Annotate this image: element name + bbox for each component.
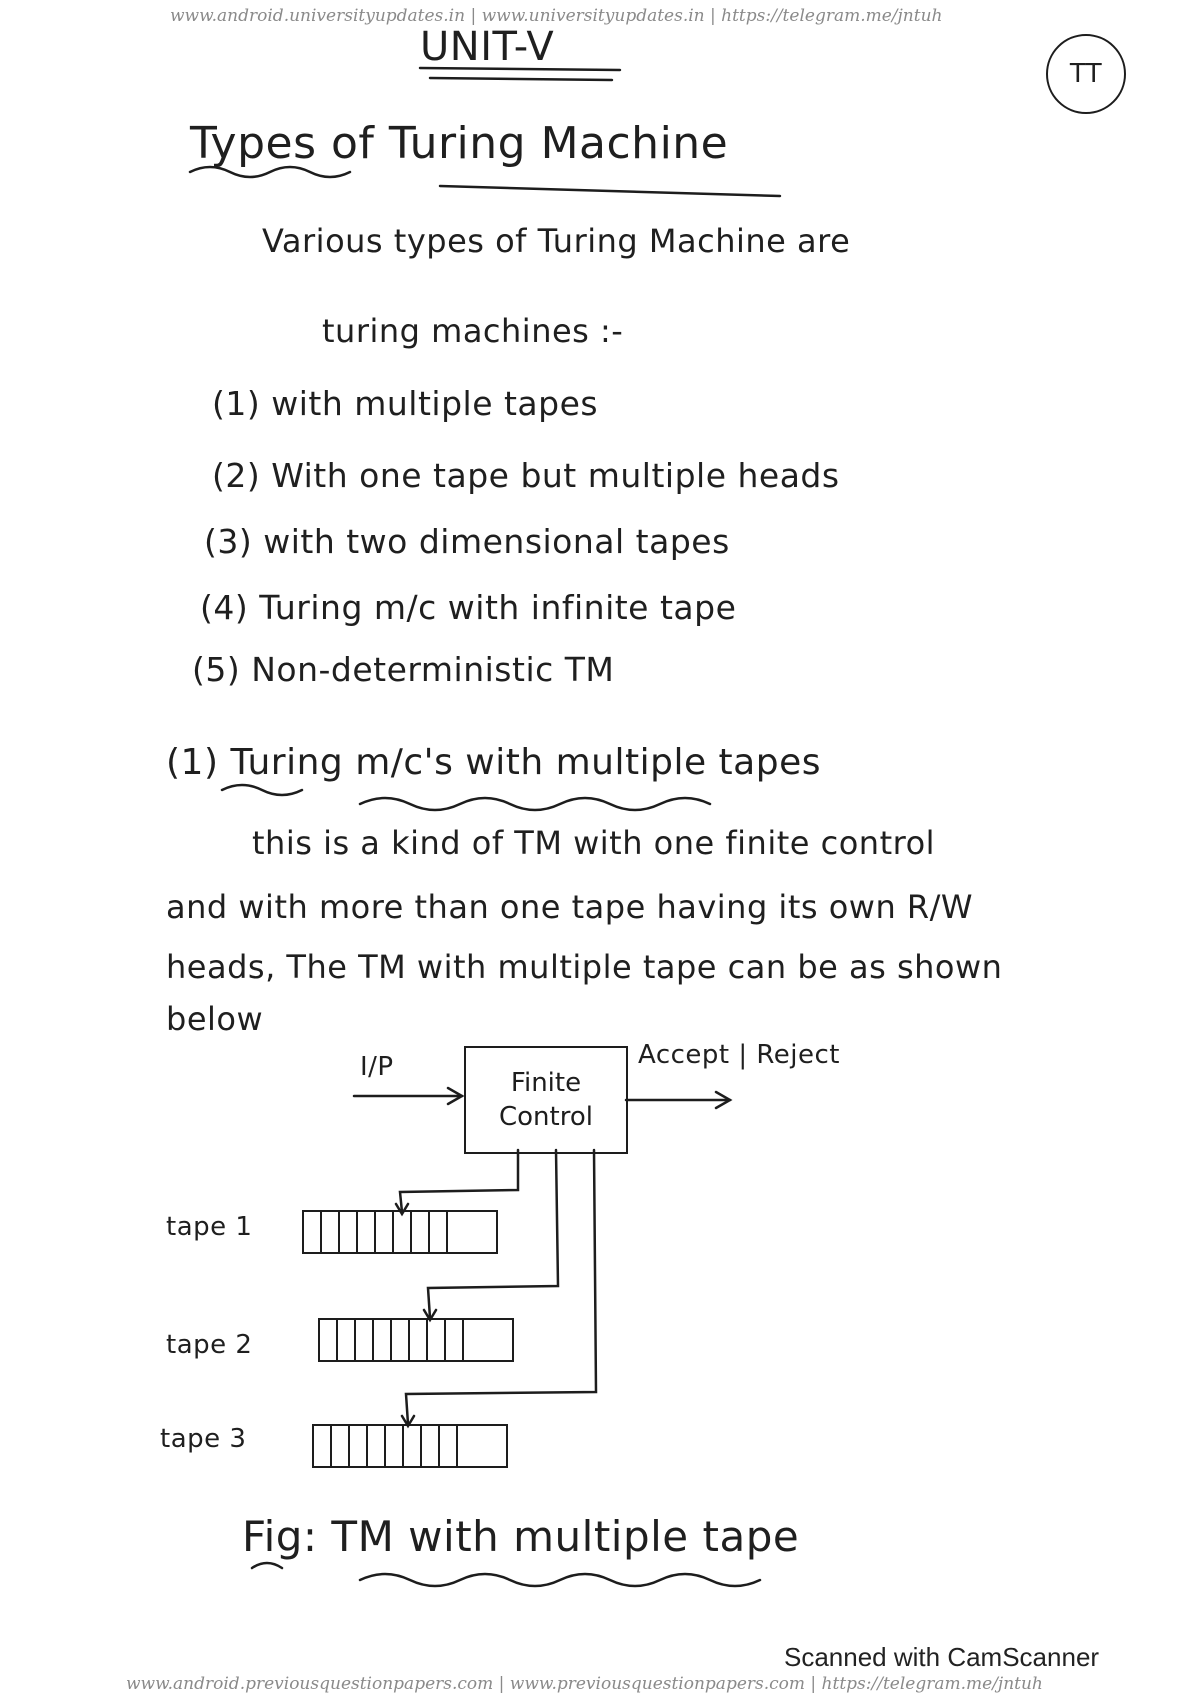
unit-title: UNIT-V <box>420 24 555 70</box>
type-item-4: (4) Turing m/c with infinite tape <box>200 588 737 627</box>
finite-control-label-2: Control <box>499 1102 593 1132</box>
input-label: I/P <box>360 1052 394 1082</box>
section-heading: (1) Turing m/c's with multiple tapes <box>166 742 821 783</box>
tape-label-3: tape 3 <box>160 1424 247 1454</box>
figure-caption: Fig: TM with multiple tape <box>242 1512 800 1561</box>
intro-line-1: Various types of Turing Machine are <box>262 222 851 260</box>
type-item-2: (2) With one tape but multiple heads <box>212 456 840 495</box>
scanner-watermark: Scanned with CamScanner <box>784 1642 1100 1672</box>
finite-control-label-1: Finite <box>510 1068 582 1098</box>
top-watermark: www.android.universityupdates.in | www.universityupdates.in | https://telegram.me/jntuh <box>170 6 943 26</box>
paragraph-line-2: and with more than one tape having its own R/W <box>166 888 974 926</box>
page-heading: Types of Turing Machine <box>190 118 729 169</box>
tape-label-2: tape 2 <box>166 1330 253 1360</box>
type-item-5: (5) Non-deterministic TM <box>192 650 615 689</box>
output-label: Accept | Reject <box>638 1040 841 1070</box>
type-item-1: (1) with multiple tapes <box>212 384 599 423</box>
intro-line-2: turing machines :- <box>322 312 624 350</box>
tape-label-1: tape 1 <box>166 1212 253 1242</box>
paragraph-line-1: this is a kind of TM with one finite control <box>252 824 936 862</box>
bottom-watermark: www.android.previousquestionpapers.com | www.previousquestionpapers.com | https://telegram.me/jntuh <box>126 1674 1043 1694</box>
circle-mark-text: TT <box>1069 59 1103 89</box>
paragraph-line-4: below <box>166 1000 264 1038</box>
paragraph-line-3: heads, The TM with multiple tape can be as shown <box>166 948 1003 986</box>
type-item-3: (3) with two dimensional tapes <box>204 522 730 561</box>
